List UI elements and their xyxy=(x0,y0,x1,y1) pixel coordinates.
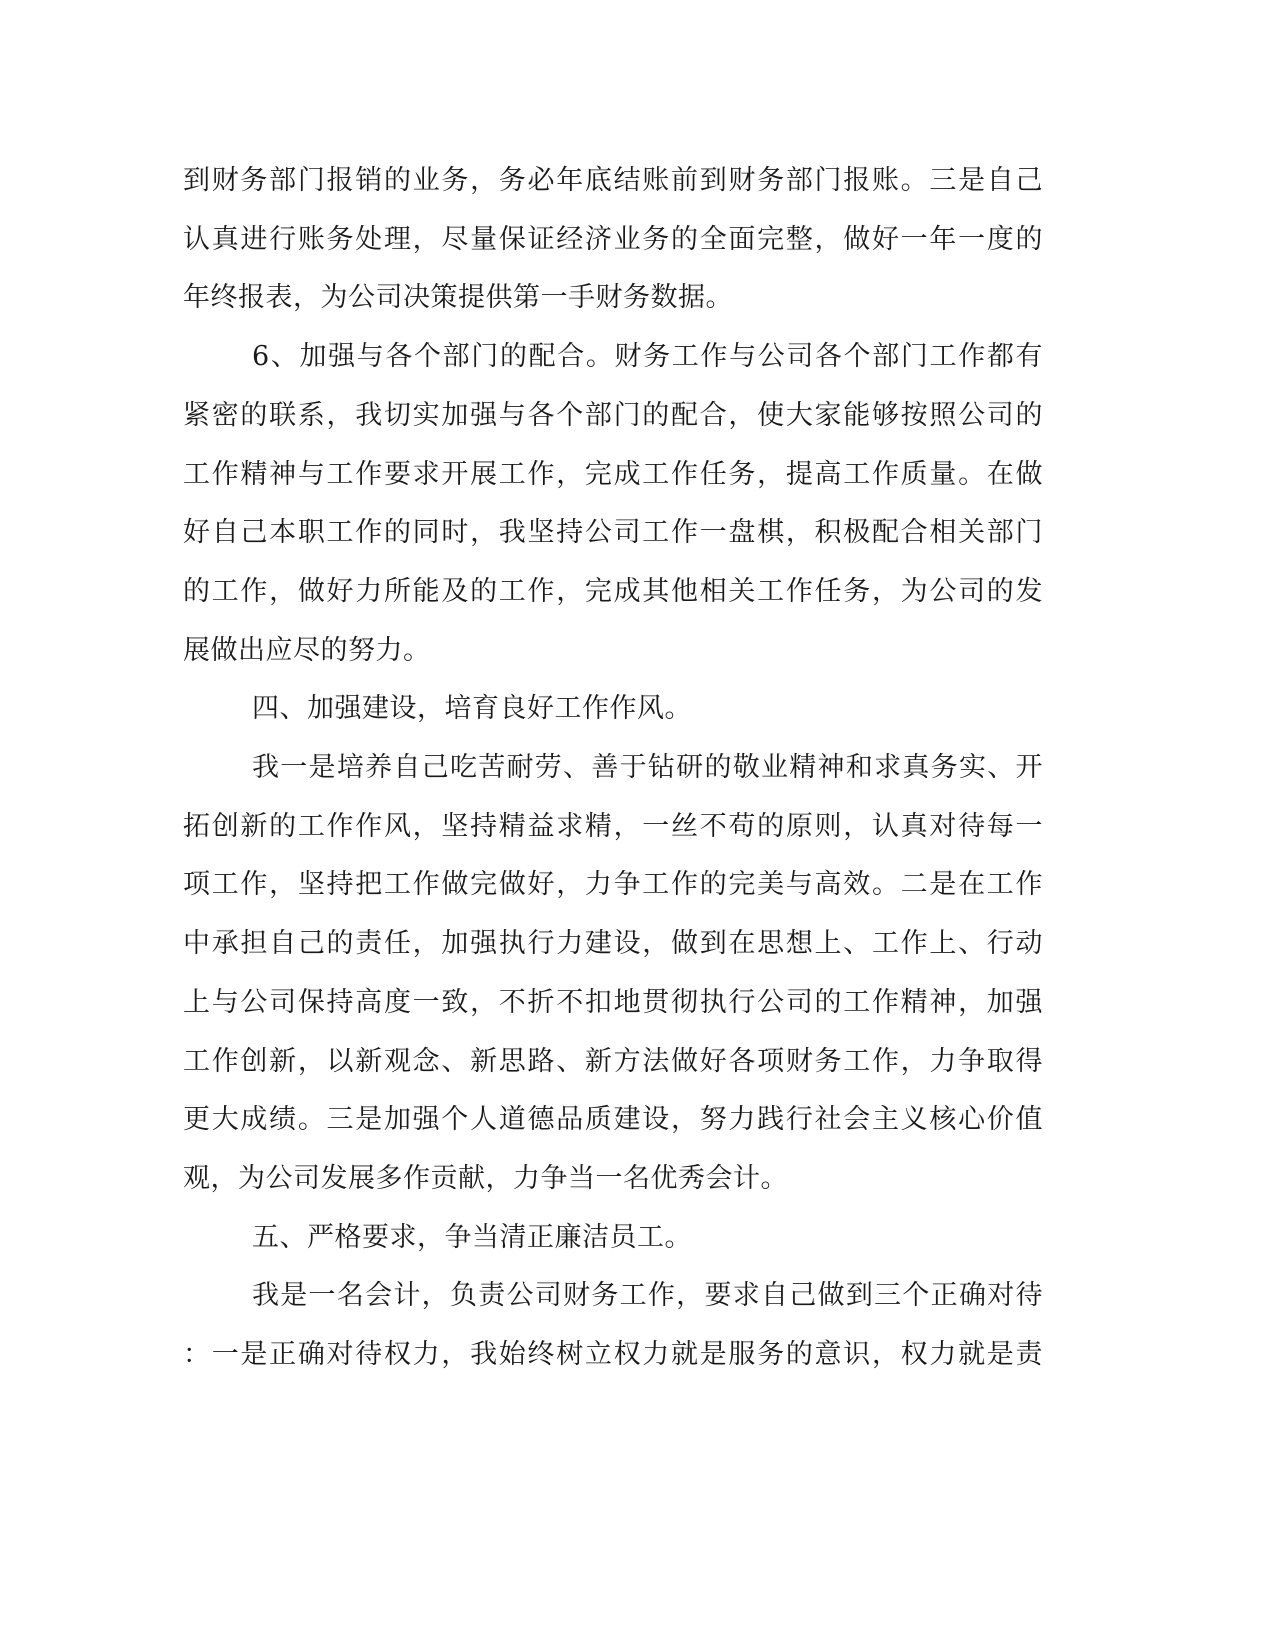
text-line: 工作精神与工作要求开展工作，完成工作任务，提高工作质量。在做 xyxy=(183,459,1043,490)
text-line: 四、加强建设，培育良好工作作风。 xyxy=(252,693,692,724)
text-line: 展做出应尽的努力。 xyxy=(183,635,431,666)
text-line: 拓创新的工作作风，坚持精益求精，一丝不苟的原则，认真对待每一 xyxy=(183,811,1043,842)
text-line: 五、严格要求，争当清正廉洁员工。 xyxy=(252,1222,692,1253)
text-line: 中承担自己的责任，加强执行力建设，做到在思想上、工作上、行动 xyxy=(183,928,1043,959)
text-line: 认真进行账务处理，尽量保证经济业务的全面完整，做好一年一度的 xyxy=(183,224,1043,255)
text-line: 我一是培养自己吃苦耐劳、善于钻研的敬业精神和求真务实、开 xyxy=(252,752,1043,783)
text-line: ：一是正确对待权力，我始终树立权力就是服务的意识，权力就是责 xyxy=(183,1339,1043,1370)
text-line: 到财务部门报销的业务，务必年底结账前到财务部门报账。三是自己 xyxy=(183,165,1043,196)
text-line: 紧密的联系，我切实加强与各个部门的配合，使大家能够按照公司的 xyxy=(183,400,1043,431)
text-line: 观，为公司发展多作贡献，力争当一名优秀会计。 xyxy=(183,1163,788,1194)
text-line: 的工作，做好力所能及的工作，完成其他相关工作任务，为公司的发 xyxy=(183,576,1043,607)
text-line: 更大成绩。三是加强个人道德品质建设，努力践行社会主义核心价值 xyxy=(183,1104,1043,1135)
text-line: 上与公司保持高度一致，不折不扣地贯彻执行公司的工作精神，加强 xyxy=(183,987,1043,1018)
text-line: 工作创新，以新观念、新思路、新方法做好各项财务工作，力争取得 xyxy=(183,1046,1043,1077)
text-line: 我是一名会计，负责公司财务工作，要求自己做到三个正确对待 xyxy=(252,1280,1043,1311)
text-line: 好自己本职工作的同时，我坚持公司工作一盘棋，积极配合相关部门 xyxy=(183,517,1043,548)
text-line: 6、加强与各个部门的配合。财务工作与公司各个部门工作都有 xyxy=(252,341,1043,372)
text-line: 年终报表，为公司决策提供第一手财务数据。 xyxy=(183,282,733,313)
text-line: 项工作，坚持把工作做完做好，力争工作的完美与高效。二是在工作 xyxy=(183,869,1043,900)
